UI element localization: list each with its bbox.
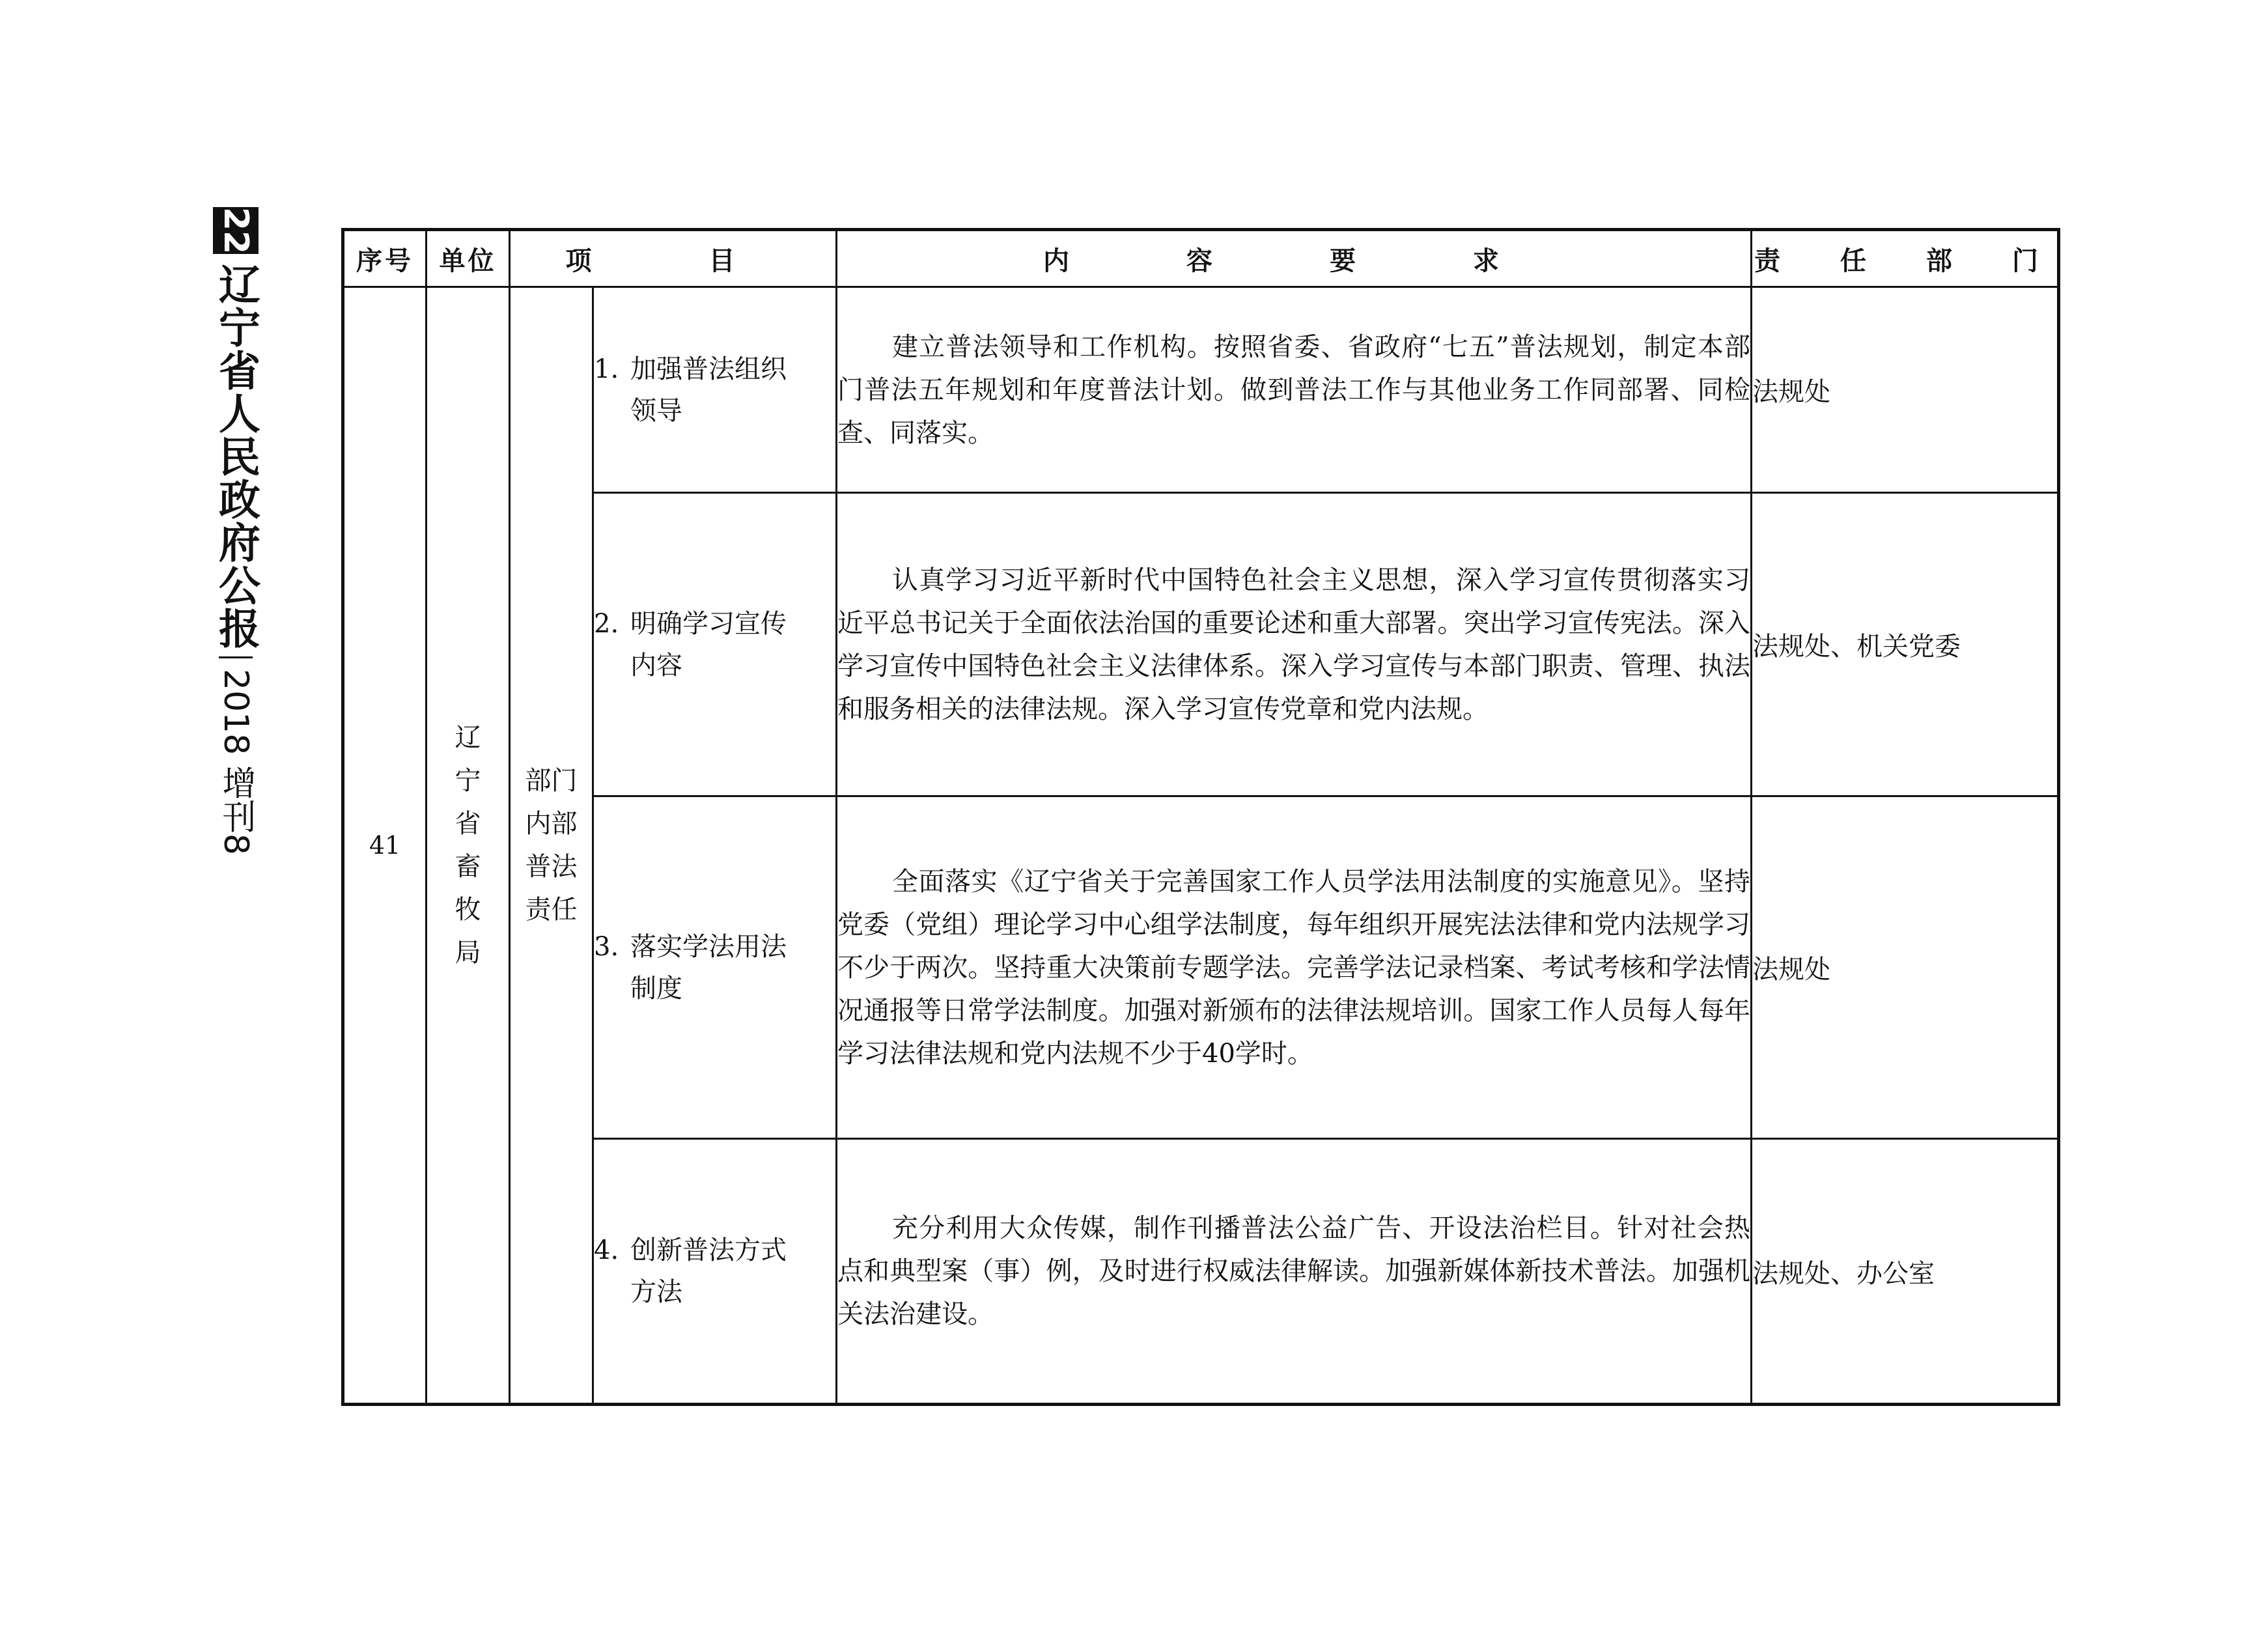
item-number: 2. bbox=[594, 608, 619, 639]
table-row bbox=[343, 1139, 2059, 1405]
item-title: 加强普法组织 领导 bbox=[630, 354, 787, 426]
header-row bbox=[343, 230, 2059, 287]
content-cell: 建立普法领导和工作机构。按照省委、省政府“七五”普法规划，制定本部门普法五年规划和年度普法计划。做到普法工作与其他业务工作同部署、同检查、同落实。 bbox=[837, 287, 1752, 493]
unit-cell bbox=[427, 287, 510, 1405]
page-number: 22 bbox=[216, 206, 255, 255]
content-cell: 充分利用大众传媒，制作刊播普法公益广告、开设法治栏目。针对社会热点和典型案（事）例，及时进行权威法律解读。加强新媒体新技术普法。加强机关法治建设。 bbox=[837, 1139, 1752, 1405]
item-number: 1. bbox=[594, 354, 619, 384]
header-content: 内 容 要 求 bbox=[837, 230, 1752, 287]
journal-sidebar bbox=[210, 207, 262, 855]
table-row bbox=[343, 796, 2059, 1139]
table-row bbox=[343, 287, 2059, 493]
header-dept: 责 任 部 门 bbox=[1752, 230, 2059, 287]
page-number-box bbox=[213, 207, 259, 254]
header-item: 项 目 bbox=[510, 230, 837, 287]
item-cell bbox=[593, 493, 837, 796]
header-unit: 单位 bbox=[427, 230, 510, 287]
item-number: 3. bbox=[594, 931, 619, 962]
journal-title: 辽宁省人民政府公报 bbox=[212, 263, 260, 650]
content-cell: 全面落实《辽宁省关于完善国家工作人员学法用法制度的实施意见》。坚持党委（党组）理论学习中心组学法制度，每年组织开展宪法法律和党内法规学习不少于两次。坚持重大决策前专题学法。完善学法记录档案、考试考核和学法情况通报等日常学法制度。加强对新颁布的法律法规培训。国家工作人员每人每年学习法律法规和党内法规不少于40学时。 bbox=[837, 796, 1752, 1139]
item-number: 4. bbox=[594, 1235, 619, 1265]
table-row bbox=[343, 493, 2059, 796]
responsibility-table bbox=[341, 228, 2060, 1406]
item-title: 明确学习宣传 内容 bbox=[630, 608, 787, 681]
header-num: 序号 bbox=[343, 230, 427, 287]
item-title: 创新普法方式 方法 bbox=[630, 1235, 787, 1307]
dept-cell: 法规处、机关党委 bbox=[1752, 493, 2059, 796]
dept-cell: 法规处 bbox=[1752, 796, 2059, 1139]
dept-cell: 法规处 bbox=[1752, 287, 2059, 493]
category-cell bbox=[510, 287, 593, 1405]
item-cell bbox=[593, 1139, 837, 1405]
item-cell bbox=[593, 287, 837, 493]
item-cell bbox=[593, 796, 837, 1139]
issue-label: 2018 增刊8 bbox=[216, 669, 255, 855]
row-number: 41 bbox=[343, 287, 427, 1405]
dept-cell: 法规处、办公室 bbox=[1752, 1139, 2059, 1405]
sidebar-divider bbox=[219, 656, 253, 658]
category-name: 部门 内部 普法 责任 bbox=[525, 766, 578, 925]
unit-name: 辽 宁 省 畜 牧 局 bbox=[455, 723, 481, 968]
content-cell: 认真学习习近平新时代中国特色社会主义思想，深入学习宣传贯彻落实习近平总书记关于全面依法治国的重要论述和重大部署。突出学习宣传宪法。深入学习宣传中国特色社会主义法律体系。深入学习宣传与本部门职责、管理、执法和服务相关的法律法规。深入学习宣传党章和党内法规。 bbox=[837, 493, 1752, 796]
item-title: 落实学法用法 制度 bbox=[630, 931, 787, 1004]
